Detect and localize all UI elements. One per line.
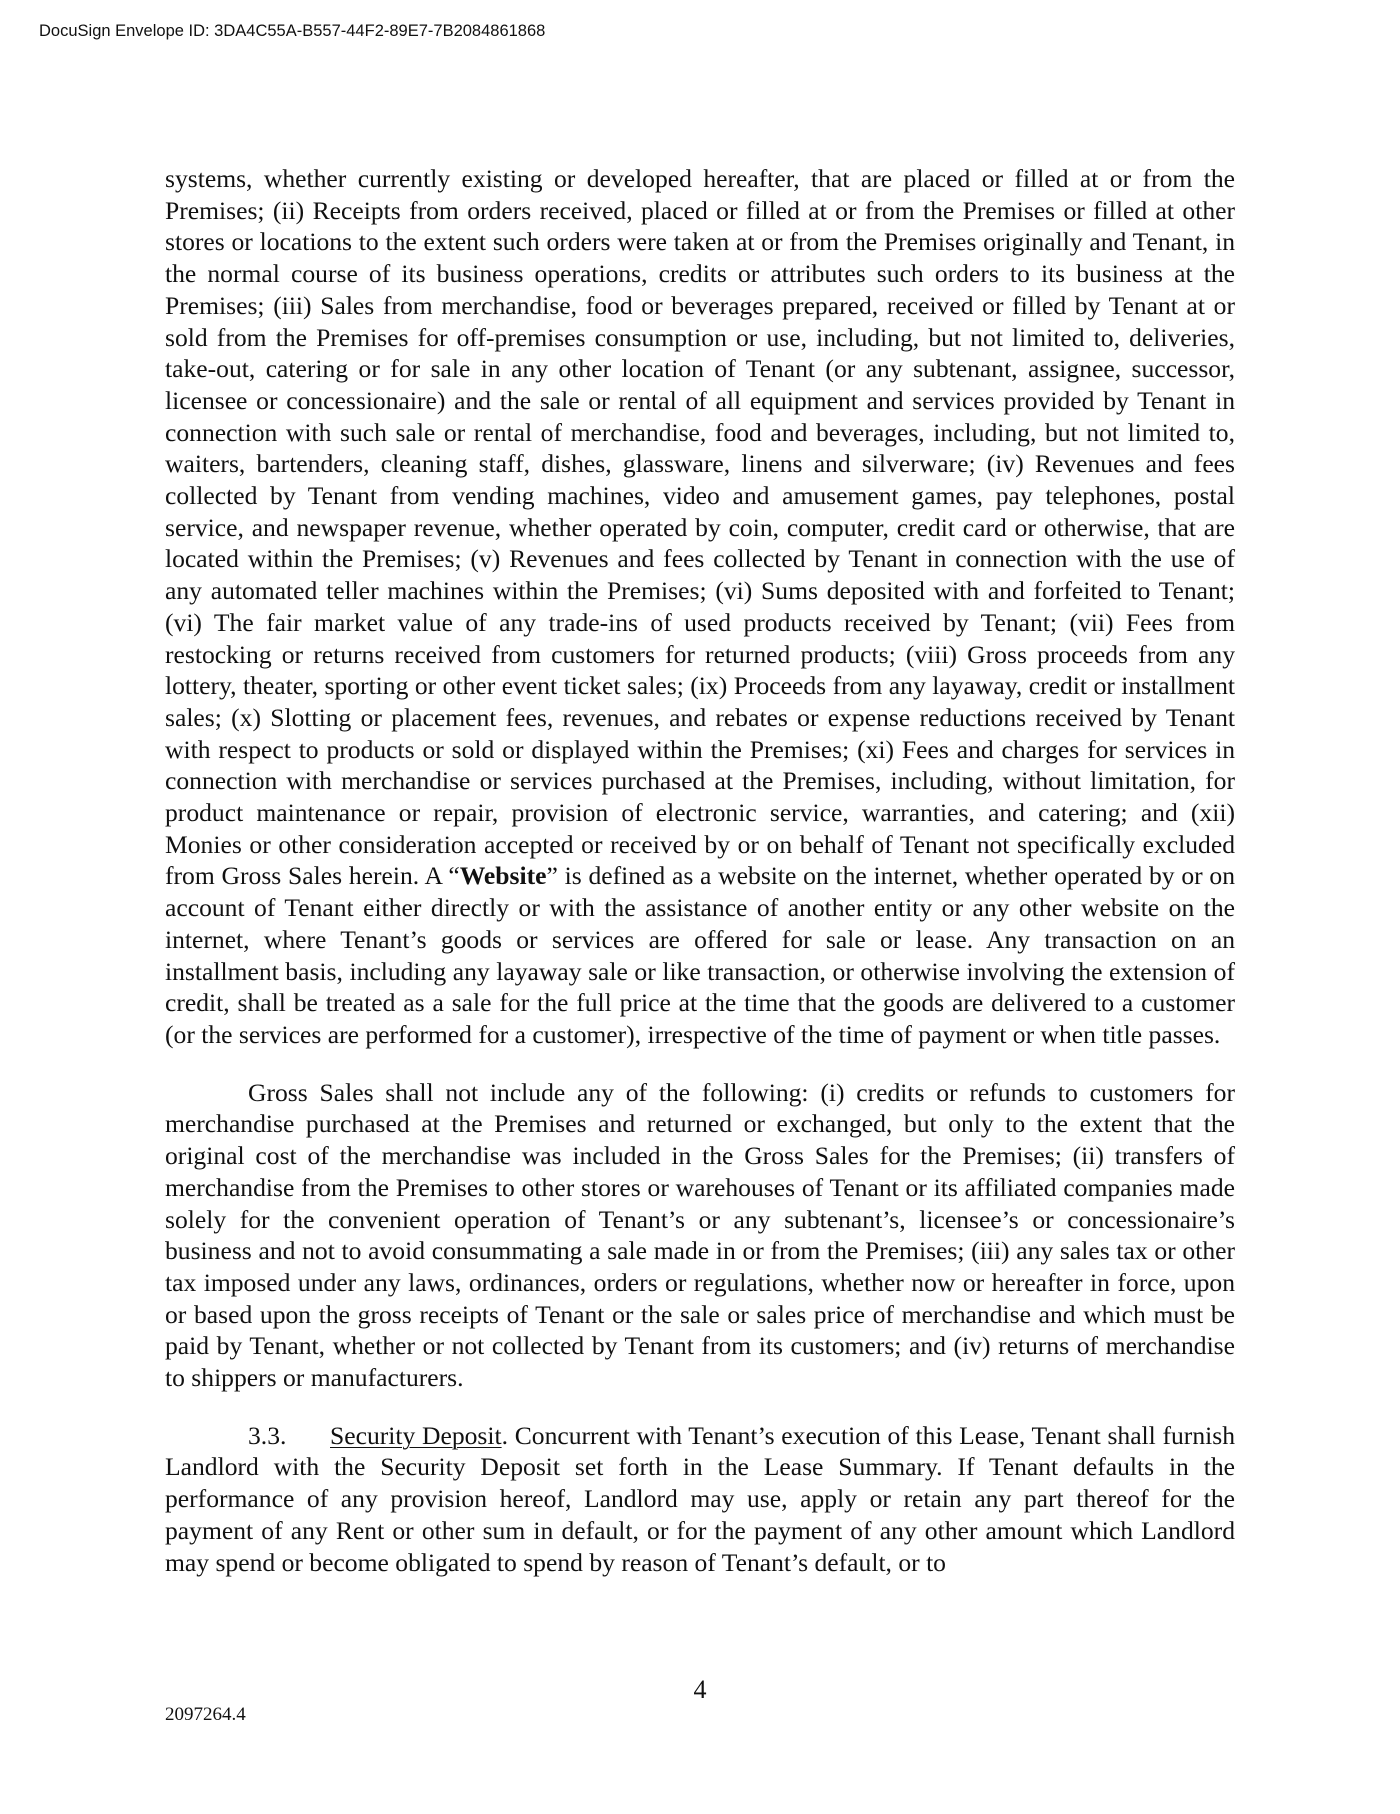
section-text: . Concurrent with Tenant’s execution of this Lease, Tenant shall furnish Landlord with the Security Deposit set forth in the Lease Summary. If Tenant defaults in the performance of any provision hereof, Landlord may use, apply or retain any part thereof for the payment of any Rent or other sum in default, or for the payment of any other amount which Landlord may spend or become obligated to spend by reason of Tenant’s default, or to xyxy=(165,1420,1235,1577)
docusign-envelope-id: DocuSign Envelope ID: 3DA4C55A-B557-44F2-89E7-7B2084861868 xyxy=(39,22,546,40)
section-heading: Security Deposit xyxy=(330,1420,502,1450)
page-number: 4 xyxy=(693,1675,707,1704)
defined-term-website: Website xyxy=(459,861,547,891)
section-security-deposit xyxy=(165,1420,1235,1579)
paragraph-text: ” is defined as a website on the internet, whether operated by or on account of Tenant either directly or with the assistance of another entity or any other website on the internet, where Tenant’s goods or services are offered for sale or lease. Any transaction on an installment basis, including any layaway sale or like transaction, or otherwise involving the extension of credit, shall be treated as a sale for the full price at the time that the goods are delivered to a customer (or the services are performed for a customer), irrespective of the time of payment or when title passes. xyxy=(165,861,1236,1049)
paragraph-gross-sales-exclusions: Gross Sales shall not include any of the following: (i) credits or refunds to customers for merchandise purchased at the Premises and returned or exchanged, but only to the extent that the original cost of the merchandise was included in the Gross Sales for the Premises; (ii) transfers of merchandise from the Premises to other stores or warehouses of Tenant or its affiliated companies made solely for the convenient operation of Tenant’s or any subtenant’s, licensee’s or concessionaire’s business and not to avoid consummating a sale made in or from the Premises; (iii) any sales tax or other tax imposed under any laws, ordinances, orders or regulations, whether now or hereafter in force, upon or based upon the gross receipts of Tenant or the sale or sales price of merchandise and which must be paid by Tenant, whether or not collected by Tenant from its customers; and (iv) returns of merchandise to shippers or manufacturers. xyxy=(165,1077,1235,1393)
paragraph-gross-sales-inclusions xyxy=(165,163,1235,1051)
paragraph-text: systems, whether currently existing or developed hereafter, that are placed or filled at or from the Premises; (ii) Receipts from orders received, placed or filled at or from the Premises or filled at other stores or locations to the extent such orders were taken at or from the Premises originally and Tenant, in the normal course of its business operations, credits or attributes such orders to its business at the Premises; (iii) Sales from merchandise, food or beverages prepared, received or filled by Tenant at or sold from the Premises for off-premises consumption or use, including, but not limited to, deliveries, take-out, catering or for sale in any other location of Tenant (or any subtenant, assignee, successor, licensee or concessionaire) and the sale or rental of all equipment and services provided by Tenant in connection with such sale or rental of merchandise, food and beverages, including, but not limited to, waiters, bartenders, cleaning staff, dishes, glassware, linens and silverware; (iv) Revenues and fees collected by Tenant from vending machines, video and amusement games, pay telephones, postal service, and newspaper revenue, whether operated by coin, computer, credit card or otherwise, that are located within the Premises; (v) Revenues and fees collected by Tenant in connection with the use of any automated teller machines within the Premises; (vi) Sums deposited with and forfeited to Tenant; (vi) The fair market value of any trade-ins of used products received by Tenant; (vii) Fees from restocking or returns received from customers for returned products; (viii) Gross proceeds from any lottery, theater, sporting or other event ticket sales; (ix) Proceeds from any layaway, credit or installment sales; (x) Slotting or placement fees, revenues, and rebates or expense reductions received by Tenant with respect to products or sold or displayed within the Premises; (xi) Fees and charges for services in connection with merchandise or services purchased at the Premises, including, without limitation, for product maintenance or repair, provision of electronic service, warranties, and catering; and (xii) Monies or other consideration accepted or received by or on behalf of Tenant not specifically excluded from Gross Sales herein. A “ xyxy=(165,164,1235,891)
document-body xyxy=(165,163,1235,1578)
document-id: 2097264.4 xyxy=(165,1704,246,1725)
section-number: 3.3. xyxy=(248,1420,287,1450)
